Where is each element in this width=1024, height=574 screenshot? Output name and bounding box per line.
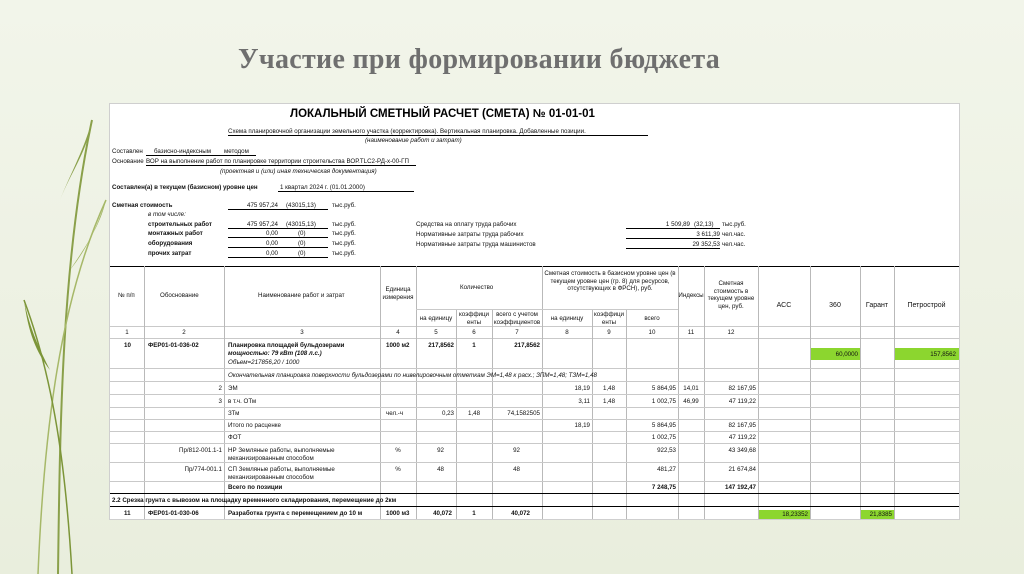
row-right-value: 29 352,53 (692, 241, 720, 248)
sub-row-pu: 18,19 (574, 422, 590, 429)
col-index-header: Индексы (678, 292, 704, 299)
sub-row-pu: 18,19 (574, 385, 590, 392)
col-qty-total: всего с учетом коэффициентов (493, 311, 541, 326)
sub-row-pu: 3,11 (578, 398, 590, 405)
row-left-paren: (0) (298, 240, 306, 247)
col-number: 11 (687, 329, 695, 336)
cost-paren: (43015,13) (286, 202, 316, 209)
item10-unit: 1000 м2 (386, 342, 410, 349)
sub-row-name: Итого по расценке (228, 422, 281, 429)
col-number: 8 (565, 329, 569, 336)
item10-qty: 217,8562 (428, 342, 454, 349)
sub-row-all: 5 864,95 (651, 422, 676, 429)
row-left-value: 0,00 (265, 230, 278, 237)
compiled-label: Составлен (112, 148, 143, 155)
sp-unit: % (395, 466, 401, 473)
col-number: 12 (727, 329, 735, 336)
subtitle-note: (наименование работ и затрат) (365, 137, 462, 144)
row-right-label: Нормативные затраты труда рабочих (416, 231, 524, 238)
item10-note: Окончательная планировка поверхности бульдозерами по нивелировочным отметкам ЭМ=1,48 к расх.; ЗПМ=1,48; ТЗМ=1,48 (228, 372, 597, 379)
row-left-value: 0,00 (265, 240, 278, 247)
item11-num: 11 (124, 510, 131, 517)
item11-coef: 1 (472, 510, 476, 517)
item11-qty: 40,072 (433, 510, 452, 517)
cost-value: 475 957,24 (247, 202, 278, 209)
col-qty-coef: коэффици енты (458, 311, 489, 326)
position-total-all: 7 248,75 (651, 484, 676, 491)
col-number: 3 (300, 329, 304, 336)
np-code: Пр/812-001.1-1 (179, 447, 222, 454)
item10-name2: мощностью: 79 кВт (108 л.с.) (228, 350, 322, 357)
np-unit: % (395, 447, 401, 454)
col-name-header: Наименование работ и затрат (258, 292, 345, 299)
sp-cur: 21 674,84 (728, 466, 756, 473)
row-right-unit: тыс.руб. (722, 221, 746, 228)
basis-note: (проектная и (или) иная техническая документация) (220, 168, 377, 175)
row-left-label: монтажных работ (148, 230, 203, 237)
np-name: НР Земляные работы, выполняемые механизированным способом (228, 447, 335, 462)
sub-row-cur: 47 119,22 (728, 398, 756, 405)
item10-volume: Объем=217856,20 / 1000 (228, 359, 300, 366)
row-left-unit: тыс.руб. (332, 230, 356, 237)
row-left-unit: тыс.руб. (332, 221, 356, 228)
cost-label: Сметная стоимость (112, 202, 173, 209)
np-cur: 43 349,68 (728, 447, 756, 454)
compiled-method1: базисно-индексным (154, 148, 211, 155)
row-left-paren: (0) (298, 230, 306, 237)
col-qty-header: Количество (460, 284, 494, 291)
row-left-label: строительных работ (148, 221, 212, 228)
incl-label: в том числе: (148, 211, 186, 218)
sub-row-idx: 14,01 (683, 385, 699, 392)
item10-code: ФЕР01-01-036-02 (148, 342, 199, 349)
sub-row-num: 3 (218, 398, 222, 405)
sub-row-qty: 0,23 (441, 410, 454, 417)
estimate-subtitle: Схема планировочной организации земельного участка (корректировка). Вертикальная планировка. Добавленные позиции. (228, 128, 586, 135)
basis-value: ВОР на выполнение работ по планировке территории строительства ВОР.TLC2-РД-х-00-ГП (146, 158, 409, 165)
row-right-paren: (32,13) (694, 221, 714, 228)
sp-name: СП Земляные работы, выполняемые механизированным способом (228, 466, 335, 481)
row-left-paren: (0) (298, 250, 306, 257)
row-left-value: 475 957,24 (247, 221, 278, 228)
basis-label: Основание (112, 158, 144, 165)
col-cost-per-unit: на единицу (550, 315, 584, 322)
item10-name1: Планировка площадей бульдозерами (228, 342, 345, 349)
sp-code: Пр/774-001.1 (184, 466, 222, 473)
item10-petro: 157,8562 (930, 351, 956, 358)
sub-row-name: ЗТм (228, 410, 240, 417)
sub-row-idx: 46,99 (683, 398, 699, 405)
row-right-unit: чел.час. (722, 231, 746, 238)
col-acc-header: АСС (776, 302, 792, 309)
item11-garant: 21,8385 (869, 511, 892, 518)
sub-row-all: 1 002,75 (651, 398, 676, 405)
row-right-value: 1 509,89 (665, 221, 690, 228)
sub-row-name: в т.ч. ОТм (228, 398, 257, 405)
compiled-method2: методом (224, 148, 249, 155)
sub-row-name: ФОТ (228, 434, 242, 441)
np-tot: 92 (513, 447, 520, 454)
item11-name: Разработка грунта с перемещением до 10 м (228, 510, 363, 517)
item10-num: 10 (124, 342, 131, 349)
sub-row-name: ЭМ (228, 385, 238, 392)
position-total-cur: 147 192,47 (725, 484, 756, 491)
sub-row-tot: 74,1582505 (507, 410, 540, 417)
item10-360: 60,0000 (835, 351, 858, 358)
sub-row-all: 1 002,75 (651, 434, 676, 441)
col-number: 10 (648, 329, 656, 336)
section-heading: 2.2 Срезка грунта с вывозом на площадку временного складирования, перемещение до 2км (112, 497, 397, 504)
row-right-value: 3 611,39 (696, 231, 720, 238)
cost-unit: тыс.руб. (332, 202, 356, 209)
col-number: 4 (396, 329, 400, 336)
item11-total: 40,072 (511, 510, 530, 517)
sub-row-unit: чел.-ч (386, 410, 404, 417)
col-unit-header: Единица измерения (382, 286, 414, 301)
item10-total: 217,8562 (514, 342, 540, 349)
np-all: 922,53 (657, 447, 676, 454)
current-level-label: Составлен(а) в текущем (базисном) уровне цен (112, 184, 258, 191)
position-total-label: Всего по позиции (228, 484, 283, 491)
row-left-label: оборудования (148, 240, 193, 247)
sub-row-kf: 1,48 (602, 398, 616, 405)
col-petro-header: Петрострой (907, 302, 946, 309)
row-right-label: Нормативные затраты труда машинистов (416, 241, 536, 248)
col-number: 5 (434, 329, 438, 336)
col-num-header: № п/п (118, 292, 135, 299)
np-qty: 92 (437, 447, 444, 454)
col-number: 2 (182, 329, 186, 336)
row-left-unit: тыс.руб. (332, 240, 356, 247)
decorative-leaves (0, 0, 110, 574)
row-left-value: 0,00 (265, 250, 278, 257)
col-number: 6 (472, 329, 476, 336)
sub-row-all: 5 864,95 (651, 385, 676, 392)
row-right-label: Средства на оплату труда рабочих (416, 221, 517, 228)
col-cost-header: Сметная стоимость в базисном уровне цен (в текущем уровне цен (гр. 8) для ресурсов, отсутствующих в ФРСН), руб. (544, 270, 676, 292)
col-cost-coef: коэффици енты (593, 311, 624, 326)
col-number: 7 (515, 329, 519, 336)
col-current-header: Сметная стоимость в текущем уровне цен, руб. (707, 280, 755, 310)
row-left-paren: (43015,13) (286, 221, 316, 228)
slide-title: Участие при формировании бюджета (238, 44, 721, 75)
sub-row-coef: 1,48 (467, 410, 481, 417)
current-level-value: 1 квартал 2024 г. (01.01.2000) (280, 184, 365, 191)
col-number: 1 (125, 329, 129, 336)
col-number: 9 (607, 329, 611, 336)
sub-row-cur: 82 167,95 (728, 385, 756, 392)
item11-code: ФЕР01-01-030-06 (148, 510, 199, 517)
col-cost-total: всего (644, 315, 660, 322)
sp-all: 481,27 (657, 466, 676, 473)
row-right-unit: чел.час. (722, 241, 746, 248)
estimate-title: ЛОКАЛЬНЫЙ СМЕТНЫЙ РАСЧЕТ (СМЕТА) № 01-01-01 (290, 108, 595, 120)
col-garant-header: Гарант (865, 302, 889, 309)
item10-coef: 1 (472, 342, 476, 349)
col-360-header: 360 (829, 302, 841, 309)
item11-acc: 18,23352 (782, 511, 808, 518)
estimate-sheet (109, 103, 960, 520)
item11-unit: 1000 м3 (386, 510, 410, 517)
col-qty-per-unit: на единицу (419, 315, 453, 322)
sp-tot: 48 (513, 466, 520, 473)
row-left-unit: тыс.руб. (332, 250, 356, 257)
sub-row-num: 2 (218, 385, 222, 392)
sp-qty: 48 (437, 466, 444, 473)
col-basis-header: Обоснование (160, 292, 199, 299)
sub-row-kf: 1,48 (602, 385, 616, 392)
sub-row-cur: 82 167,95 (728, 422, 756, 429)
row-left-label: прочих затрат (148, 250, 192, 257)
sub-row-cur: 47 119,22 (728, 434, 756, 441)
